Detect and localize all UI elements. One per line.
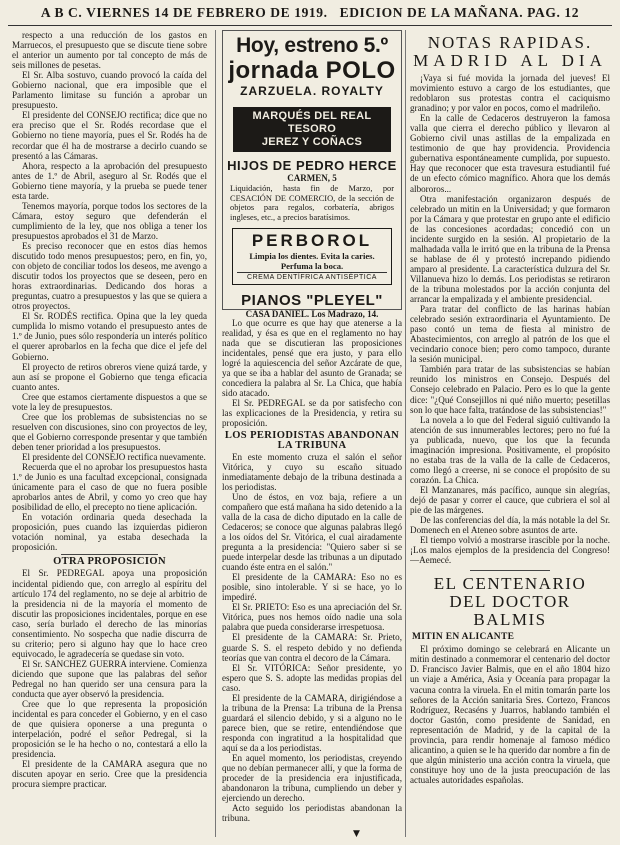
paragraph: El presidente del CONSEJO rectifica nuevamente. — [22, 451, 206, 462]
centenario-title: EL CENTENARIO — [433, 574, 587, 594]
column-2 — [222, 318, 402, 837]
paragraph: Lo que ocurre es que hay que atenerse a la realidad, y ésa es que en el reglamento no hay nada que se discutieran las proposiciones incidentales, pensé que era justo, y para ello logré la aquiescencia del señor Azcárate de que, ya que se iba a hablar del asunto de Granada; se concediera la palabra al Sr. La Chica, que había sido atacado. — [222, 318, 402, 399]
ad-hijos-pedro-herce: HIJOS DE PEDRO HERCE — [227, 158, 397, 173]
column-rule — [405, 30, 406, 837]
ad-hoy-estreno: Hoy, estreno 5.º — [236, 34, 388, 57]
ad-marques-real-tesoro — [233, 107, 391, 152]
paragraph: El tiempo volvió a mostrarse irascible por la noche. ¡Los malos ejemplos de la presidencia del Congreso!—Aemecé. — [410, 535, 610, 566]
paragraph: Cree que estamos ciertamente dispuestos a que se vote la ley de presupuestos. — [12, 391, 207, 412]
ad-marques-line2: JEREZ Y COÑACS — [261, 136, 363, 148]
page-end-mark: ▼ — [353, 829, 360, 839]
paragraph: También para tratar de las subsistencias se habían reunido los ministros en Consejo. Después del Consejo celebrado en Palacio. Pero es lo que la gente dice: "¿Qué Consejillos ni qué niño muerto; pesetillas son lo que hace falta, tratándose de las subsistencias!" — [410, 364, 610, 415]
paragraph: El Sr. VITÓRICA: Señor presidente, yo espero que S. S. adopte las medidas propias del caso. — [222, 662, 402, 693]
ad-zarzuela: ZARZUELA. ROYALTY — [240, 84, 384, 98]
ad-perborol-crema: CREMA DENTÍFRICA ANTISÉPTICA — [237, 272, 387, 281]
header-date: A B C. VIERNES 14 DE FEBRERO DE 1919. — [40, 5, 328, 20]
paragraph: El Sr. PRIETO: Eso es una apreciación del Sr. Vitórica, pues nos hemos oído nadie una sola palabra que pueda considerarse irrespetuosa. — [222, 602, 402, 633]
balmis-title: DEL DOCTOR BALMIS — [449, 592, 571, 630]
paragraph: El presidente de la CAMARA: Sr. Prieto, guarde S. S. el respeto debido y no defienda teorías que van contra el decoro de la Cámara. — [222, 632, 402, 663]
column-3 — [410, 30, 610, 837]
paragraph: Recuerda que el no aprobar los presupuestos hasta 1.º de Junio es una facultad excepcional, consignada únicamente para el caso de que no fuera posible aprobarlos antes de Abril, y como yo creo que hay posibilidad de ello, el precepto no tiene aplicación. — [12, 462, 207, 513]
ad-perborol-name: PERBOROL — [251, 231, 373, 250]
ad-jornada-polo: jornada POLO — [228, 57, 396, 84]
paragraph: Ahora, respecto a la aprobación del presupuesto antes de 1.º de Abril, aseguro al Sr. Rodés que el Gobierno tiene mayoría, y la prueba se puede tener esta tarde. — [12, 160, 207, 201]
section-rule — [61, 554, 159, 555]
paragraph: El presidente del CONSEJO rectifica; dice que no era preciso que el Sr. Rodés recordase que el Gobierno no tiene mayoría, pues el Sr. Rodés ha de recordar que él ha de mostrarse a decirlo cuando se presentó a las Cámaras. — [12, 110, 207, 161]
paragraph: El presidente de la CAMARA, dirigiéndose a la tribuna de la Prensa: La tribuna de la Prensa guardará el silencio debido, y si a alguno no le parece bien, que se retire, entendiéndose que responda con ingratitud a la hospitalidad que aquí se da a los periodistas. — [222, 692, 402, 753]
paragraph: De las conferencias del día, la más notable la del Sr. Domenech en el Ateneo sobre asuntos de arte. — [410, 515, 610, 536]
paragraph: ¡Vaya si fué movida la jornada del jueves! El movimiento estuvo a cargo de los estudiantes, que redoblaron sus protestas contra el caciquismo granadino; y por valor en pocos, como el madrileño. — [410, 73, 610, 114]
ad-perborol-line1: Limpia los dientes. Evita la caries. — [249, 251, 375, 261]
notas-rapidas-title: NOTAS RAPIDAS. — [427, 33, 593, 52]
paragraph: El proyecto de retiros obreros viene quizá tarde, y aun así se propone el Gobierno que tenga eficacia cuanto antes. — [12, 361, 207, 392]
page-header — [8, 5, 612, 25]
paragraph: Otra manifestación organizaron después de celebrado un mitin en la Universidad; y que formaron por la Cámara y que protestar en grupo ante el edificio de las concesiones acordadas; concedió con un incidente surgido en la sesión. Al propietario de la malhadada valla le irritó que en la tribuna de la Prensa se hablase de él y protestó increpando pidiendo amparo al presidente. La característica dulzura del Sr. Villanueva hizo lo demás. Los periodistas se retiraron de la tribuna molestados por la acción conjunta del arrancar la empalizada y el ambiente presidencial. — [410, 193, 610, 305]
paragraph: En votación ordinaria queda desechada la proposición, pues cuando las izquierdas pidieron votación nominal, ya estaba desechada la proposición. — [12, 512, 207, 553]
paragraph: La novela a lo que del Federal siguió cultivando la atención de sus innumerables lectores; pero no fué la ya publicada, nuevo, que los que la fecunda imaginación impresiona. Positivamente, el propósito no estaba tras de la valla de la calle de Cedaceros, como llegó a creerse, ni se conoce el propósito de su corazón. La Chica. — [410, 414, 610, 485]
ad-perborol — [232, 228, 392, 285]
paragraph: El Sr. PEDREGAL se da por satisfecho con las explicaciones de la Presidencia, y retira su proposición. — [222, 398, 402, 429]
paragraph: El Sr. PEDREGAL apoya una proposición incidental pidiendo que, con arreglo al espíritu del artículo 174 del reglamento, no se deje al arbitrio de la presidencia ni de la mayoría el momento de discutir las proposiciones incidentales, porque en ese caso, sería burlado el derecho de las minorías consentimiento. No sospecha que nadie discurra de su criterio; pero si alguno hay que lo hace creo equivocado, le agradecería se quedase sin voto. — [12, 568, 207, 659]
paragraph: El Manzanares, más pacífico, aunque sin alegrías, dejó de pasar y correr el cauce, que cubriera el sol al pie de las márgenes. — [410, 484, 610, 516]
paragraph: Es preciso reconocer que en estos días hemos discutido todo menos presupuestos; pero, en fin, yo, con objeto de conciliar todos los deseos, me avengo a discutir todos los proyectos que se deseen, pero en horas extraordinarias. Dedicando dos horas a preguntas, cuatro a presupuestos y las que se quiera a otros proyectos. — [12, 240, 207, 312]
paragraph: El presidente de la CAMARA: Eso no es posible, sino intolerable. Y si se hace, yo lo impediré. — [222, 572, 402, 603]
column-1 — [12, 30, 207, 837]
section-title-otra-proposicion: OTRA PROPOSICION — [53, 556, 166, 568]
paragraph: Acto seguido los periodistas abandonan la tribuna. — [222, 803, 402, 824]
paragraph: Para tratar del conflicto de las harinas habían celebrado sesión extraordinaria el Ayuntamiento. De paso contó un tema de fiesta al ministro de Abastecimientos, con arreglo al patrón de los que el vecindario conoce bien; pero como tampoco, durante la sesión municipal. — [410, 304, 610, 365]
paragraph: Cree que lo que representa la proposición incidental es para conceder el Gobierno, y en el caso de que quisiera oponerse a una pregunta o interpelación, podré el señor Pedregal, si la proposición se le ha hecho o no, contestará a ello la presidencia. — [12, 699, 207, 760]
paragraph: En este momento cruza el salón el señor Vitórica, y cuyo su escaño situado inmediatamente debajo de la tribuna destinada a los periodistas. — [222, 451, 402, 492]
madrid-al-dia-title: MADRID AL DIA — [413, 51, 607, 70]
paragraph: Tenemos mayoría, porque todos los sectores de la Cámara, estoy seguro que defenderán el cumplimiento de la ley, que nos obliga a tener los presupuestos aprobados el 31 de Marzo. — [12, 200, 207, 241]
paragraph: El Sr. RODÉS rectifica. Opina que la ley queda cumplida lo mismo votando el presupuesto antes de 1.º de Junio, pues sólo respondería un interés político el querer aprobarlos en la fecha que dice el jefe del Gobierno. — [12, 311, 207, 362]
paragraph: Uno de éstos, en voz baja, refiere a un compañero que está mañana ha sido detenido a la valla de la casa de dicho diputado en la calle de Cedaceros; se conoce que algunas palabras llegó a los oídos del Sr. Vitórica, el cual airadamente pregunta a la presidencia: "Quiero saber si se puede interpelar desde las tribunas a un diputado cuando éste entra en el salón." — [222, 491, 402, 573]
section-title-periodistas: LOS PERIODISTAS ABANDONAN LA TRIBUNA — [224, 429, 400, 451]
ad-carmen-address: CARMEN, 5 — [287, 173, 337, 183]
ad-perborol-line2: Perfuma la boca. — [280, 261, 344, 271]
header-rule — [8, 25, 612, 26]
paragraph: En la calle de Cedaceros destruyeron la famosa valla que cierra el derecho público y llevaron al Gobierno civil unas astillas de la empalizada en testimonio de que hay providencia. Providencia gubernativa espontáneamente cumplida, por supuesto. Hay que reconocer que esta travesura estudiantil fué de un efecto cómico magnífico. Ahora que los demás albororos... — [410, 113, 610, 194]
paragraph: En aquel momento, los periodistas, creyendo que no debían permanecer allí, y que la forma de proceder de la presidencia era injustificada, abandonaron la tribuna, cumpliendo un deber y ejerciendo un derecho. — [222, 753, 402, 804]
section-rule — [470, 570, 550, 571]
header-edition: EDICION DE LA MAÑANA. PAG. 12 — [339, 5, 580, 20]
paragraph: El próximo domingo se celebrará en Alicante un mitin destinado a conmemorar el centenario del doctor D. Francisco Javier Balmis, que en el año 1804 hizo un viaje a América, Asia y Oceanía para propagar la vacuna contra la viruela. En el mitin tomarán parte los señores de la Acción sanitaria Sres. Cortezo, Francos Rodríguez, Recaséns y Juarros, hablando también el doctor Gastón, como presidente de Sanidad, en representación de Madrid, y de la capital de la provincia, para rendir homenaje al famoso médico alicantino, a quien se le ha querido dar nombre a fin de que algún ministerio una acción contra la viruela, que constituye hoy uno de la justa preocupación de las actuales autoridades españolas. — [410, 644, 610, 785]
advertisement-block — [222, 30, 402, 319]
paragraph: El presidente de la CAMARA asegura que no discuten apoyar en serio. Cree que la presidencia procura siempre practicar. — [12, 759, 207, 790]
mitin-subtitle: MITIN EN ALICANTE — [412, 632, 515, 643]
paragraph: El Sr. SANCHEZ GUERRA interviene. Comienza diciendo que supone que las palabras del señor Pedregal no han querido ser una censura para la conducta que ayer observó la presidencia. — [12, 658, 207, 700]
ad-pianos-pleyel: PIANOS "PLEYEL" — [241, 292, 383, 309]
ad-marques-line1: MARQUÉS DEL REAL TESORO — [252, 110, 372, 135]
ad-casa-daniel: CASA DANIEL. Los Madrazo, 14. — [245, 309, 379, 319]
ad-liquidacion: Liquidación, hasta fin de Marzo, por CESACIÓN DE COMERCIO, de la sección de objetos para regalos, corbatería, abrigos ingleses, etc., a precios baratísimos. — [230, 184, 394, 222]
column-rule — [215, 30, 216, 837]
paragraph: Cree que los problemas de subsistencias no se resuelven con discusiones, sino con proyectos de ley, que el Gobierno corresponde presentar y que también deben tener prioridad a los presupuestos. — [12, 411, 207, 452]
paragraph: El Sr. Alba sostuvo, cuando provocó la caída del Gobierno nacional, que era imposible que el Parlamento limitase su función a aprobar un presupuesto. — [12, 70, 207, 111]
paragraph: respecto a una reducción de los gastos en Marruecos, el presupuesto que se discute tiene sobre el anterior un aumento por tal concepto de más de seis millones de pesetas. — [12, 30, 207, 71]
